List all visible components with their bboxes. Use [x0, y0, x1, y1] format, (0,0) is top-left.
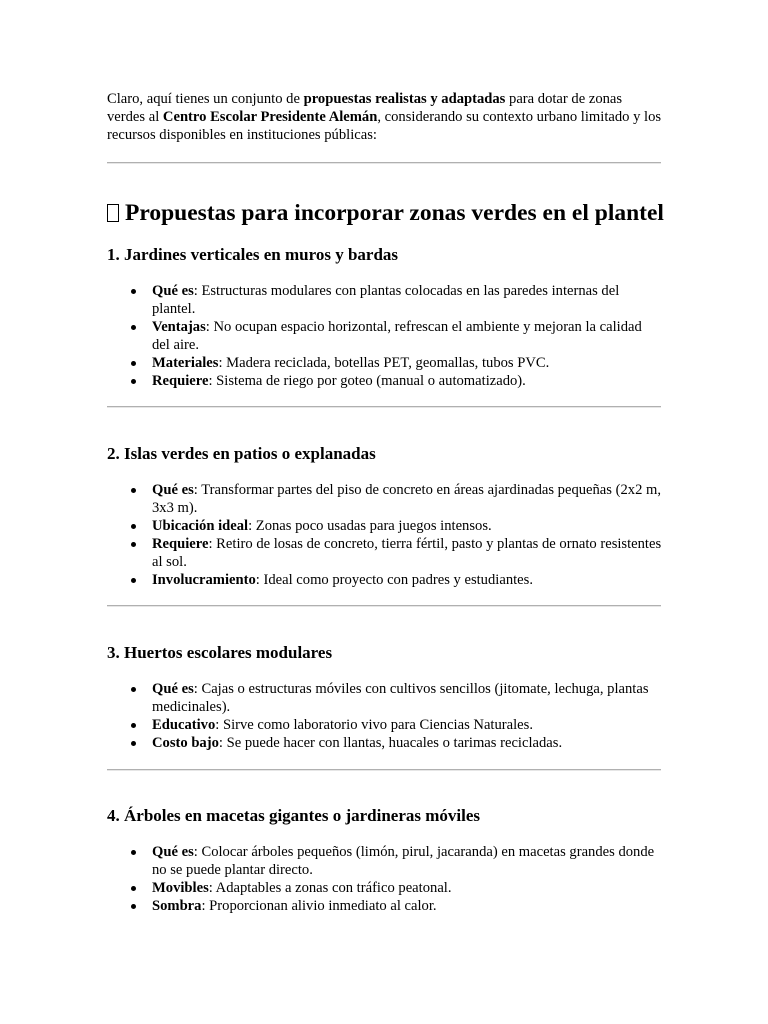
item-label: Qué es [152, 283, 194, 299]
page-title-text: Propuestas para incorporar zonas verdes en el plantel [125, 200, 664, 226]
intro-paragraph [107, 90, 663, 144]
horizontal-rule [107, 605, 661, 607]
list-item [107, 354, 663, 372]
list-item [107, 535, 663, 571]
section-title: 2. Islas verdes en patios o explanadas [107, 444, 376, 463]
item-label: Materiales [152, 355, 219, 371]
intro-text-1: Claro, aquí tienes un conjunto de [107, 91, 304, 107]
item-text: : Transformar partes del piso de concreto en áreas ajardinadas pequeñas (2x2 m, 3x3 m). [152, 482, 662, 516]
item-label: Ubicación ideal [152, 518, 249, 534]
item-text: : Adaptables a zonas con tráfico peatonal. [208, 880, 452, 896]
intro-text-3: , considerando su contexto urbano limitado y los recursos disponibles en instituciones públicas: [107, 109, 662, 143]
item-text: : Proporcionan alivio inmediato al calor. [201, 898, 437, 914]
list-item [107, 879, 663, 897]
item-label: Sombra [152, 898, 202, 914]
list-item [107, 571, 663, 589]
item-text: : Sirve como laboratorio vivo para Ciencias Naturales. [215, 717, 533, 733]
bullet-list [107, 843, 663, 915]
item-label: Qué es [152, 844, 194, 860]
item-text: : Retiro de losas de concreto, tierra fértil, pasto y plantas de ornato resistentes al sol. [152, 536, 662, 570]
missing-glyph-icon [107, 204, 119, 222]
bullet-list [107, 282, 663, 390]
item-label: Qué es [152, 681, 194, 697]
horizontal-rule [107, 769, 661, 771]
item-text: : Colocar árboles pequeños (limón, pirul, jacaranda) en macetas grandes donde no se puede plantar directo. [152, 844, 655, 878]
item-text: : No ocupan espacio horizontal, refrescan el ambiente y mejoran la calidad del aire. [152, 319, 642, 353]
intro-bold-1: propuestas realistas y adaptadas [303, 91, 506, 107]
item-label: Requiere [152, 373, 209, 389]
item-label: Costo bajo [152, 735, 219, 751]
section-title: 1. Jardines verticales en muros y bardas [107, 245, 399, 264]
bullet-list [107, 680, 663, 752]
horizontal-rule [107, 406, 661, 408]
list-item [107, 843, 663, 879]
list-item [107, 517, 663, 535]
list-item [107, 318, 663, 354]
list-item [107, 897, 663, 915]
bullet-list [107, 481, 663, 589]
list-item [107, 734, 663, 752]
item-label: Educativo [152, 717, 216, 733]
item-text: : Zonas poco usadas para juegos intensos. [248, 518, 492, 534]
item-text: : Madera reciclada, botellas PET, geomallas, tubos PVC. [218, 355, 550, 371]
item-text: : Se puede hacer con llantas, huacales o tarimas recicladas. [218, 735, 563, 751]
horizontal-rule [107, 162, 661, 164]
item-label: Ventajas [152, 319, 206, 335]
item-text: : Estructuras modulares con plantas colocadas en las paredes internas del plantel. [152, 283, 620, 317]
intro-bold-2: Centro Escolar Presidente Alemán [162, 109, 378, 125]
list-item [107, 282, 663, 318]
item-text: : Sistema de riego por goteo (manual o automatizado). [208, 373, 526, 389]
item-label: Requiere [152, 536, 209, 552]
list-item [107, 481, 663, 517]
page-title [107, 198, 664, 228]
item-text: : Cajas o estructuras móviles con cultivos sencillos (jitomate, lechuga, plantas medicinales). [152, 681, 649, 715]
intro-text-2: para dotar de zonas verdes al [107, 91, 623, 125]
item-text: : Ideal como proyecto con padres y estudiantes. [255, 572, 533, 588]
item-label: Movibles [152, 880, 209, 896]
item-label: Qué es [152, 482, 194, 498]
list-item [107, 680, 663, 716]
list-item [107, 372, 663, 390]
item-label: Involucramiento [152, 572, 256, 588]
section-title: 4. Árboles en macetas gigantes o jardineras móviles [107, 806, 481, 825]
section-title: 3. Huertos escolares modulares [107, 643, 333, 662]
list-item [107, 716, 663, 734]
